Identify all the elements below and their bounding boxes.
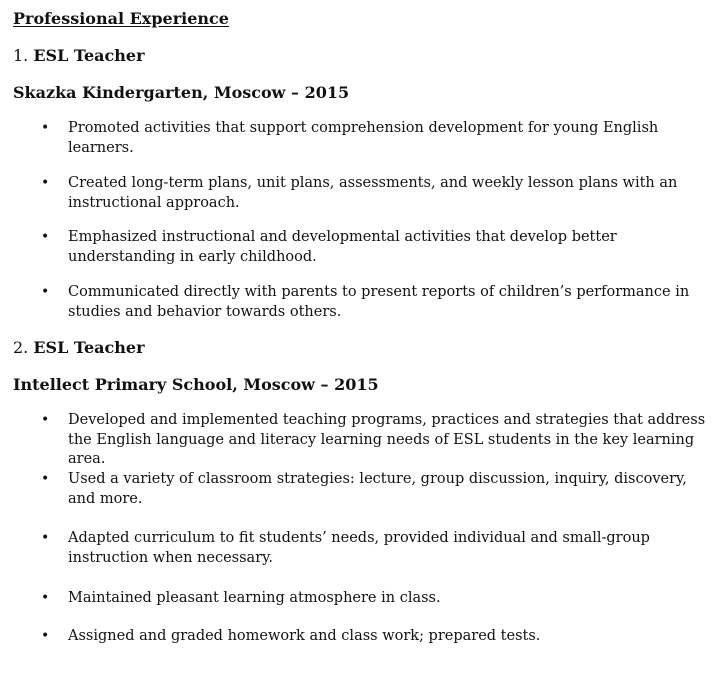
bullet-icon: • (41, 628, 50, 644)
list-item (41, 470, 713, 509)
list-item-text: Maintained pleasant learning atmosphere in class. (68, 590, 441, 606)
bullet-icon: • (41, 471, 50, 487)
job-number: 2. (13, 338, 29, 357)
list-item (41, 411, 713, 470)
list-item (41, 529, 713, 568)
section-title: Professional Experience (13, 9, 229, 28)
bullet-icon: • (41, 229, 50, 245)
list-item-text: Communicated directly with parents to present reports of children’s performance in studies and behavior towards others. (68, 284, 690, 320)
job-number: 1. (13, 46, 29, 65)
list-item-text: Developed and implemented teaching programs, practices and strategies that address the English language and literacy learning needs of ESL students in the key learning area. (68, 412, 706, 467)
list-item (41, 119, 713, 158)
job-title-text: ESL Teacher (33, 338, 145, 357)
list-item-text: Assigned and graded homework and class work; prepared tests. (68, 628, 541, 644)
job-title-1 (13, 46, 145, 66)
list-item-text: Emphasized instructional and developmental activities that develop better understanding in early childhood. (68, 229, 617, 265)
bullet-icon: • (41, 120, 50, 136)
job-title-2 (13, 338, 145, 358)
bullet-icon: • (41, 590, 50, 606)
list-item-text: Adapted curriculum to fit students’ needs, provided individual and small-group instruction when necessary. (68, 530, 650, 566)
list-item (41, 589, 713, 609)
job-title-text: ESL Teacher (33, 46, 145, 65)
list-item-text: Promoted activities that support comprehension development for young English learners. (68, 120, 659, 156)
list-item (41, 627, 713, 647)
bullet-icon: • (41, 412, 50, 428)
bullet-icon: • (41, 530, 50, 546)
list-item-text: Used a variety of classroom strategies: lecture, group discussion, inquiry, discovery, and more. (68, 471, 687, 507)
employer-2: Intellect Primary School, Moscow – 2015 (13, 375, 379, 394)
bullet-icon: • (41, 284, 50, 300)
bullet-icon: • (41, 175, 50, 191)
employer-1: Skazka Kindergarten, Moscow – 2015 (13, 83, 350, 102)
list-item (41, 283, 713, 322)
list-item-text: Created long-term plans, unit plans, assessments, and weekly lesson plans with an instructional approach. (68, 175, 678, 211)
list-item (41, 174, 713, 213)
list-item (41, 228, 713, 267)
